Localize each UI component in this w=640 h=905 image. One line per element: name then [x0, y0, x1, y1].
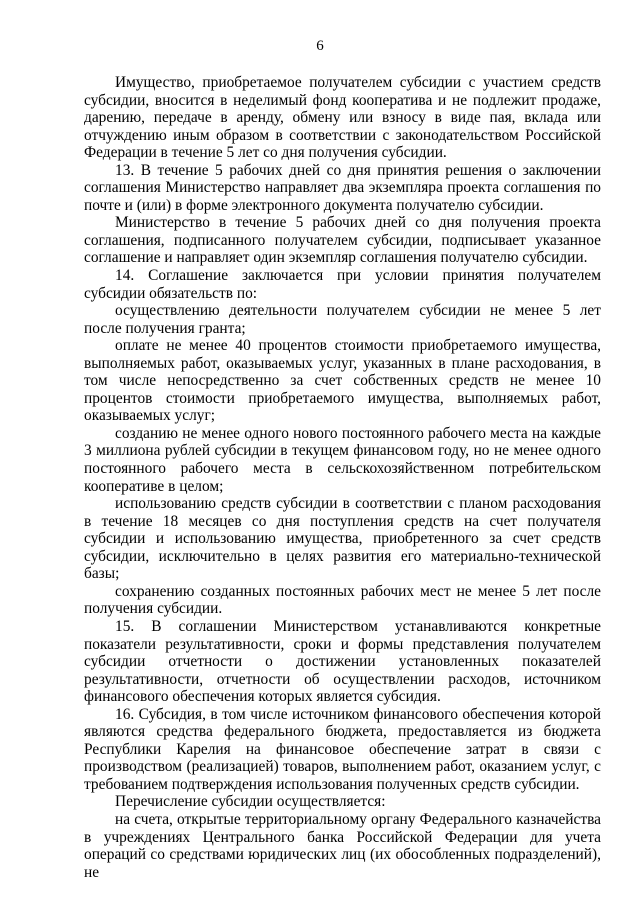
paragraph-transfer-heading: Перечисление субсидии осуществляется: — [115, 793, 386, 811]
paragraph-15-indicators: 15. В соглашении Министерством устанавливаются конкретные показатели результативности, сроки и формы представления получателем субсидии отчетности о достижении установленных показателей результативности, отчетности об осуществлении расходов, источником финансового обеспечения которых является субсидия. — [84, 617, 601, 706]
page-number: 6 — [316, 38, 324, 54]
paragraph-transfer-accounts: на счета, открытые территориальному органу Федерального казначейства в учреждениях Центрального банка Российской Федерации для учета операций со средствами юридических лиц (их обособленных подразделений), не — [84, 810, 601, 881]
paragraph-property-restriction: Имущество, приобретаемое получателем субсидии с участием средств субсидии, вносится в неделимый фонд кооператива и не подлежит продаже, дарению, передаче в аренду, обмену или взносу в виде пая, вклада или отчуждению иным образом в соответствии с законодательством Российской Федерации в течение 5 лет со дня получения субсидии. — [84, 74, 601, 162]
paragraph-13-agreement-sending: 13. В течение 5 рабочих дней со дня принятия решения о заключении соглашения Министерство направляет два экземпляра проекта соглашения по почте и (или) в форме электронного документа получателю субсидии. — [84, 161, 601, 214]
obligation-jobs-creation: созданию не менее одного нового постоянного рабочего места на каждые 3 миллиона рублей субсидии в текущем финансовом году, но не менее одного постоянного рабочего места в сельскохозяйственном потребительском кооперативе в целом; — [84, 424, 601, 495]
paragraph-16-subsidy-source: 16. Субсидия, в том числе источником финансового обеспечения которой являются средства федерального бюджета, предоставляется из бюджета Республики Карелия на финансовое обеспечение затрат в связи с производством (реализацией) товаров, выполнением работ, оказанием услуг, с требованием подтверждения использования полученных средств субсидии. — [84, 705, 601, 793]
obligation-payment: оплате не менее 40 процентов стоимости приобретаемого имущества, выполняемых работ, оказываемых услуг, указанных в плане расходования, в том числе непосредственно за счет собственных средств не менее 10 процентов стоимости приобретаемого имущества, выполняемых работ, оказываемых услуг; — [84, 337, 601, 425]
paragraph-agreement-signing: Министерство в течение 5 рабочих дней со дня получения проекта соглашения, подписанного получателем субсидии, подписывает указанное соглашение и направляет один экземпляр соглашения получателю субсидии. — [84, 214, 601, 267]
obligation-jobs-retention: сохранению созданных постоянных рабочих мест не менее 5 лет после получения субсидии. — [84, 582, 601, 618]
obligation-activity: осуществлению деятельности получателем субсидии не менее 5 лет после получения гранта; — [84, 302, 601, 337]
document-body — [84, 74, 601, 881]
obligation-funds-usage: использованию средств субсидии в соответствии с планом расходования в течение 18 месяцев со дня поступления средств на счет получателя субсидии и использованию имущества, приобретенного за счет средств субсидии, исключительно в целях развития его материально-технической базы; — [84, 495, 601, 583]
paragraph-14-obligations: 14. Соглашение заключается при условии принятия получателем субсидии обязательств по: — [84, 267, 601, 302]
